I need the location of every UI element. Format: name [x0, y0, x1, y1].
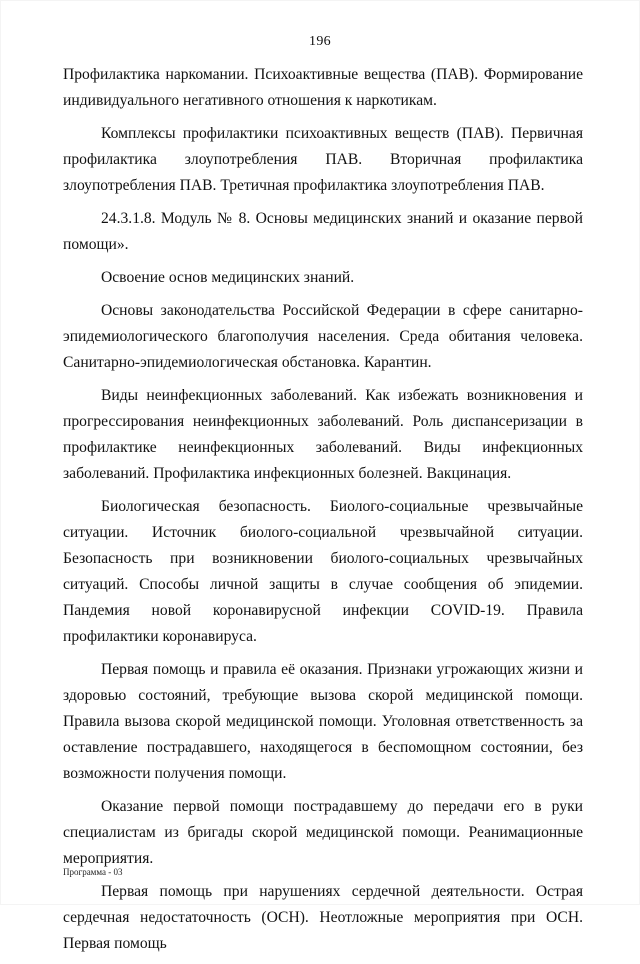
paragraph-pav-complexes: Комплексы профилактики психоактивных веществ (ПАВ). Первичная профилактика злоупотребления ПАВ. Вторичная профилактика злоупотребления ПАВ. Третичная профилактика злоупотребления ПАВ. — [63, 125, 583, 194]
paragraph-first-aid-rules: Первая помощь и правила её оказания. Признаки угрожающих жизни и здоровью состояний, требующие вызова скорой медицинской помощи. Правила вызова скорой медицинской помощи. Уголовная ответственность за оставление пострадавшего, находящегося в беспомощном состоянии, без возможности получения помощи. — [63, 661, 583, 782]
paragraph-legislation: Основы законодательства Российской Федерации в сфере санитарно-эпидемиологического благополучия населения. Среда обитания человека. Санитарно-эпидемиологическая обстановка. Карантин. — [63, 302, 583, 371]
document-body — [63, 62, 583, 964]
page-number: 196 — [309, 34, 331, 49]
paragraph-noninfectious-diseases: Виды неинфекционных заболеваний. Как избежать возникновения и прогрессирования неинфекционных заболеваний. Роль диспансеризации в профилактике неинфекционных заболеваний. Виды инфекционных заболеваний. Профилактика инфекционных болезней. Вакцинация. — [63, 387, 583, 482]
footer-program-label: Программа - 03 — [63, 867, 123, 877]
paragraph-biological-safety: Биологическая безопасность. Биолого-социальные чрезвычайные ситуации. Источник биолого-социальной чрезвычайной ситуации. Безопасность при возникновении биолого-социальных чрезвычайных ситуаций. Способы личной защиты в случае сообщения об эпидемии. Пандемия новой коронавирусной инфекции COVID-19. Правила профилактики коронавируса. — [63, 498, 583, 645]
paragraph-drug-prevention: Профилактика наркомании. Психоактивные вещества (ПАВ). Формирование индивидуального негативного отношения к наркотикам. — [63, 66, 583, 109]
paragraph-module-8-heading: 24.3.1.8. Модуль № 8. Основы медицинских знаний и оказание первой помощи». — [63, 210, 583, 253]
paragraph-first-aid-handover: Оказание первой помощи пострадавшему до передачи его в руки специалистам из бригады скорой медицинской помощи. Реанимационные мероприятия. — [63, 798, 583, 867]
paragraph-cardiac-first-aid: Первая помощь при нарушениях сердечной деятельности. Острая сердечная недостаточность (ОСН). Неотложные мероприятия при ОСН. Первая помощь — [63, 883, 583, 952]
paragraph-medical-basics: Освоение основ медицинских знаний. — [101, 269, 355, 286]
